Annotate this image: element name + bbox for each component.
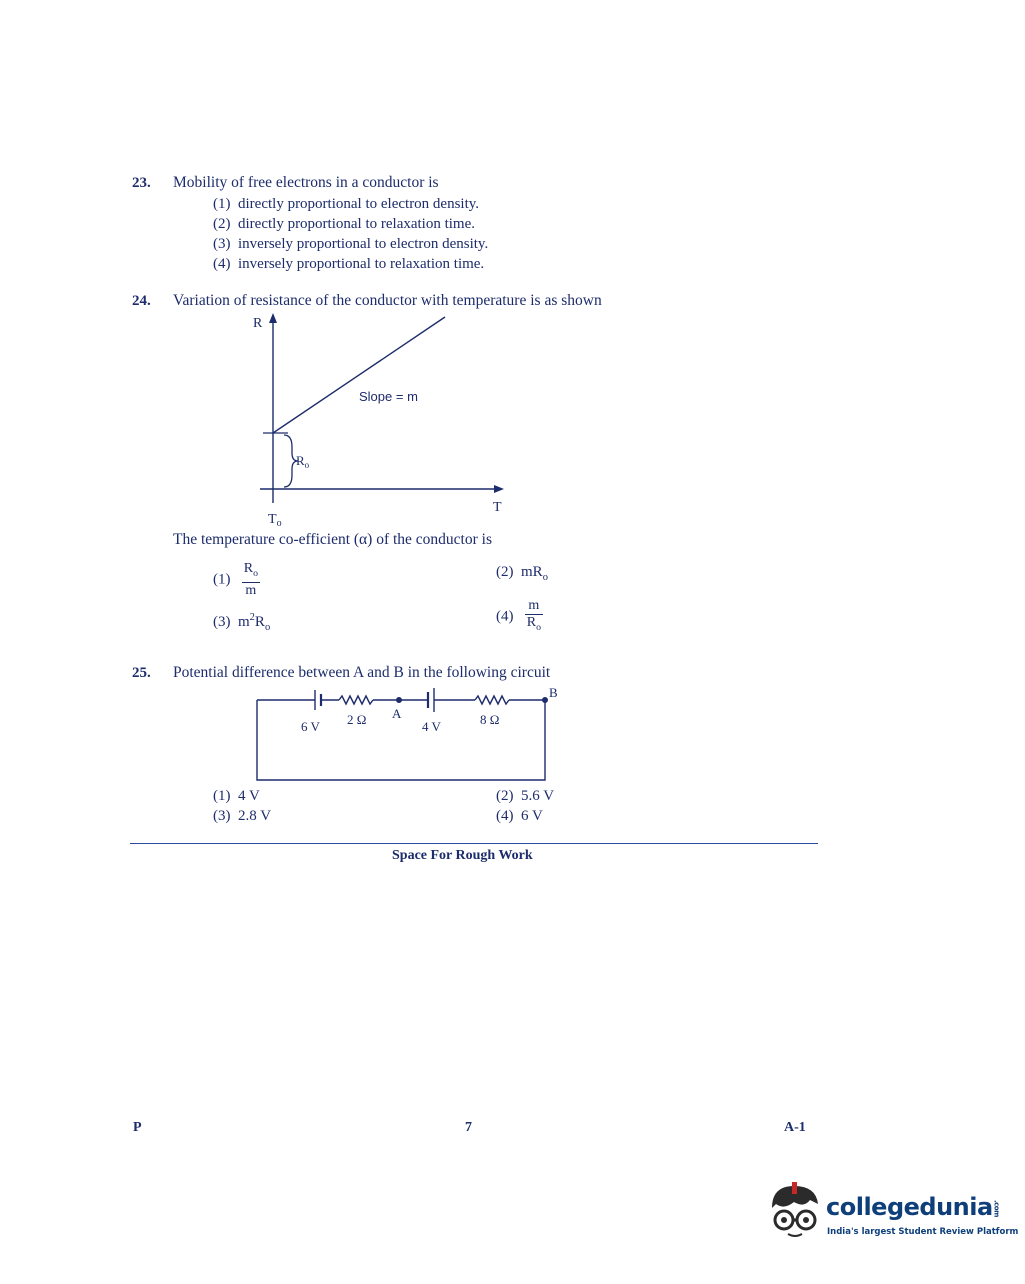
logo-tagline: India's largest Student Review Platform <box>827 1227 1019 1237</box>
resistor1-label: 2 Ω <box>347 712 367 727</box>
footer-set-code: P <box>133 1120 142 1135</box>
node-a-dot <box>396 697 402 703</box>
collegedunia-mascot-icon <box>764 1180 826 1242</box>
graph-y-label: R <box>253 316 263 331</box>
q24-option-1: (1) $\frac{R_o}{m}$ <box>213 561 258 598</box>
node-b-dot <box>542 697 548 703</box>
q25-option-4: (4) 6 V <box>496 808 543 824</box>
node-a-label: A <box>392 706 402 721</box>
battery2-label: 4 V <box>422 719 441 734</box>
graph-y-arrow <box>269 313 277 323</box>
resistor1-zigzag <box>339 696 373 704</box>
graph-x-arrow <box>494 485 504 493</box>
intercept-label: $R_o$ <box>296 453 310 470</box>
q23-option-2: (2) directly proportional to relaxation time. <box>213 216 476 232</box>
q24-option-4: (4) $\frac{m}{R_o}$ <box>496 598 543 636</box>
node-b-label: B <box>549 685 558 700</box>
fraction-r0-over-m: $\frac{R_o}{m}$ <box>243 561 258 598</box>
resistance-line <box>273 317 445 433</box>
resistor2-label: 8 Ω <box>480 712 500 727</box>
q23-option-4: (4) inversely proportional to relaxation time. <box>213 256 485 272</box>
circuit-diagram <box>245 682 565 786</box>
q24-question: Variation of resistance of the conductor with temperature is as shown <box>173 292 602 309</box>
footer-paper-code: A-1 <box>784 1120 806 1135</box>
q23-option-1: (1) directly proportional to electron density. <box>213 196 480 212</box>
q24-option-3: (3) $m^2R_o$ <box>213 612 271 633</box>
q23-options <box>213 194 488 274</box>
q25-options-right <box>496 786 554 826</box>
q25-question: Potential difference between A and B in the following circuit <box>173 664 551 681</box>
q25-option-1: (1) 4 V <box>213 788 260 804</box>
logo-wordmark: collegedunia.com <box>826 1193 1001 1221</box>
q23-option-3: (3) inversely proportional to electron density. <box>213 236 489 252</box>
resistor2-zigzag <box>475 696 509 704</box>
q25-options-left <box>213 786 271 826</box>
rough-work-divider <box>130 843 818 844</box>
rough-work-heading: Space For Rough Work <box>392 848 533 863</box>
q23-number: 23. <box>132 175 151 191</box>
page-number: 7 <box>465 1120 472 1135</box>
q25-option-2: (2) 5.6 V <box>496 788 555 804</box>
q24-number: 24. <box>132 293 151 309</box>
slope-label: Slope = m <box>359 389 418 404</box>
battery1-label: 6 V <box>301 719 320 734</box>
q23-question: Mobility of free electrons in a conductor is <box>173 174 439 191</box>
rt-graph <box>240 305 520 535</box>
fraction-m-over-r0: $\frac{m}{R_o}$ <box>526 598 541 633</box>
q24-option-2: (2) $mR_o$ <box>496 564 548 583</box>
origin-label: $T_o$ <box>268 512 282 529</box>
graph-x-label: T <box>493 500 502 515</box>
q24-prompt: The temperature co-efficient (α) of the conductor is <box>173 531 492 548</box>
q25-number: 25. <box>132 665 151 681</box>
q25-option-3: (3) 2.8 V <box>213 808 272 824</box>
